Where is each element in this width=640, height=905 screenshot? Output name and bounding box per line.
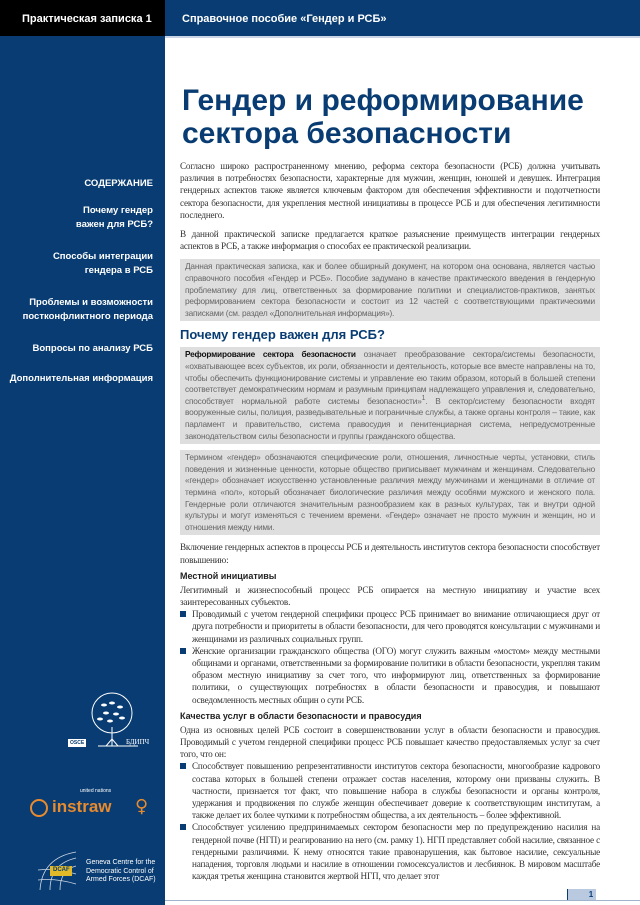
toc-line: Дополнительная информация (9, 373, 153, 384)
dcaf-label: Geneva Centre for the Democratic Control of Armed Forces (DCAF) (86, 859, 156, 883)
toc-heading: СОДЕРЖАНИЕ (84, 178, 153, 189)
main-content (180, 160, 600, 902)
handbook-note-box: Данная практическая записка, как и более обширный документ, на котором она основана, является частью справочного пособия «Гендер и РСБ». Пособие задумано в качестве практического введения в гендерную проблематику для лиц, ответственных за формирование политики и специалистов-практиков, занятых реформированием сектора безопасности и состоит из 12 частей с соответствующими практическими записками (см. раздел «Дополнительная информация»). (180, 259, 600, 321)
list-item: Способствует усилению предпринимаемых сектором безопасности мер по предупреждению насилия на гендерной почве (НГП) и реагированию на него (см. рамку 1). НГП представляет собой насилие, связанное с гендерными различиями. К нему относятся такие правонарушения, как бытовое насилие, сексуальные нападения, торговля людьми и насилие в отношении гомосексуалистов и лесбиянок. В мировом масштабе каждая третья женщина становится жертвой НГП, что делает этот (180, 821, 600, 882)
toc-line: Вопросы по анализу РСБ (32, 343, 153, 354)
footnote-ref[interactable]: 1 (421, 395, 426, 402)
local-text: Легитимный и жизнеспособный процесс РСБ опирается на местную инициативу и участие всех заинтересованных субъектов. (180, 584, 600, 607)
list-item: Проводимый с учетом гендерной специфики процесс РСБ принимает во внимание отличающиеся друг от друга потребности и приоритеты в области безопасности, для чего проводятся консультации с мужчинами и женщинами из различных социальных групп. (180, 608, 600, 645)
footer-divider (165, 900, 640, 901)
page-title (182, 84, 584, 150)
subheading-service-quality: Качества услуг в области безопасности и правосудия (180, 710, 422, 721)
instraw-logo (30, 788, 155, 826)
toc-item-post-conflict[interactable] (23, 296, 153, 324)
title-line: сектора безопасности (182, 117, 512, 150)
ssr-definition: означает преобразование сектора/системы безопасности, «охватывающее всех субъектов, их роли, обязанности и деятельность, которые все вместе направлены на то, чтобы обеспечить функционирование системы и управление ею таким образом, который в большей степени соответствует демократическим нормам и разумным принципам надлежащего управления и, следовательно, способствует нормальной работе системы безопасности» (185, 349, 595, 406)
odihr-logo (68, 691, 158, 761)
handbook-title: Справочное пособие «Гендер и РСБ» (165, 0, 640, 36)
venus-icon: ♀ (135, 796, 149, 817)
subheading-local-ownership: Местной инициативы (180, 570, 277, 581)
dcaf-mark: DCAF (53, 867, 70, 873)
toc-item-questions[interactable] (33, 342, 153, 356)
dcaf-logo (36, 848, 161, 893)
ssr-term: Реформирование сектора безопасности (185, 349, 356, 360)
instraw-un-label: united nations (80, 788, 112, 794)
toc-line: важен для РСБ? (75, 219, 153, 230)
un-emblem-icon (30, 799, 48, 817)
list-item: Способствует повышению репрезентативности институтов сектора безопасности, многообразие кадрового состава которых в большей степени отражает состав населения, которому они призваны служить. В частности, признается тот факт, что повышение набора в службы безопасности и органы контроля, удержания и продвижения по службе женщин обеспечивает доверие к соответствующим институтам, а также делает их более чуткими к потребностям общества, а их деятельность – более эффективной. (180, 760, 600, 821)
quality-bullets (180, 760, 600, 882)
list-item: Женские организации гражданского общества (ОГО) могут служить важным «мостом» между местными общинами и органами, ответственными за формирование политики в области безопасности, укрепляя таким образом местную инициативу за счет того, что информируют лиц, ответственных за формирование политики, о существующих потребностях в области безопасности и правосудия, и повышают осведомленность местных общин о сути РСБ. (180, 645, 600, 706)
toc-item-more-info[interactable] (10, 372, 153, 386)
ssr-definition-cont: . В сектор/систему безопасности входят вооруженные силы, полиция, разведывательные и пограничные службы, а также органы контроля – такие, как парламент и правительство, система правосудия и пенитенциарная система, непредусмотренные законодательством силы безопасности и группы гражданского общества. (185, 395, 595, 441)
gender-definition-box: Термином «гендер» обозначаются специфические роли, отношения, личностные черты, установки, стиль поведения и жизненные ценности, которые общество приписывает мужчинам и женщинам. Следовательно «гендер» обозначает искусственно установленные различия между мужчинами и женщинами в отличие от термина «пол», который обозначает биологические различия между особями мужского и женского пола. Гендерные роли отличаются значительным разнообразием как в разных культурах, так и внутри одной культуры и могут изменяться с течением времени. «Гендер» означает не просто мужчин и женщин, но и отношения между ними. (180, 450, 600, 535)
odihr-label: БДИПЧ (126, 738, 150, 746)
page-footer (180, 888, 600, 902)
page-number: 1 (567, 889, 596, 900)
header-divider (165, 36, 640, 38)
toc-line: Способы интеграции (52, 251, 153, 262)
instraw-label: instraw (52, 797, 112, 816)
toc-line: Проблемы и возможности (29, 297, 153, 308)
section-heading: Почему гендер важен для РСБ? (180, 327, 385, 343)
intro-paragraph: В данной практической записке предлагается краткое разъяснение преимуществ интеграции гендерных аспектов в РСБ, а также информация о способах ее практической реализации. (180, 229, 600, 252)
toc-item-why-gender[interactable] (76, 204, 153, 232)
title-line: Гендер и реформирование (182, 84, 584, 117)
toc-item-integration[interactable] (53, 250, 153, 278)
quality-text: Одна из основных целей РСБ состоит в совершенствовании услуг в области безопасности и правосудия. Проводимый с учетом гендерной специфики процесс РСБ повышает качество предоставляемых услуг за счет того, что он: (180, 724, 600, 760)
toc-line: гендера в РСБ (84, 265, 153, 276)
inclusion-paragraph: Включение гендерных аспектов в процессы РСБ и деятельность институтов сектора безопасности способствует повышению: (180, 542, 600, 565)
ssr-definition-box (180, 347, 600, 444)
practice-note-label: Практическая записка 1 (0, 0, 165, 36)
sidebar (0, 36, 165, 905)
local-bullets (180, 608, 600, 706)
toc-line: Почему гендер (83, 205, 153, 216)
intro-paragraph: Согласно широко распространенному мнению, реформа сектора безопасности (РСБ) должна учитывать различия в потребностях безопасности, характерные для мужчин, женщин, юношей и девушек. Интеграция гендерных аспектов также является ключевым фактором для обеспечения эффективности и подотчетности сектора безопасности, для укрепления местной инициативы в процессе РСБ и для обеспечения легитимности последнего. (180, 161, 600, 220)
toc-line: постконфликтного периода (22, 311, 153, 322)
osce-mark: OSCE (70, 740, 85, 746)
